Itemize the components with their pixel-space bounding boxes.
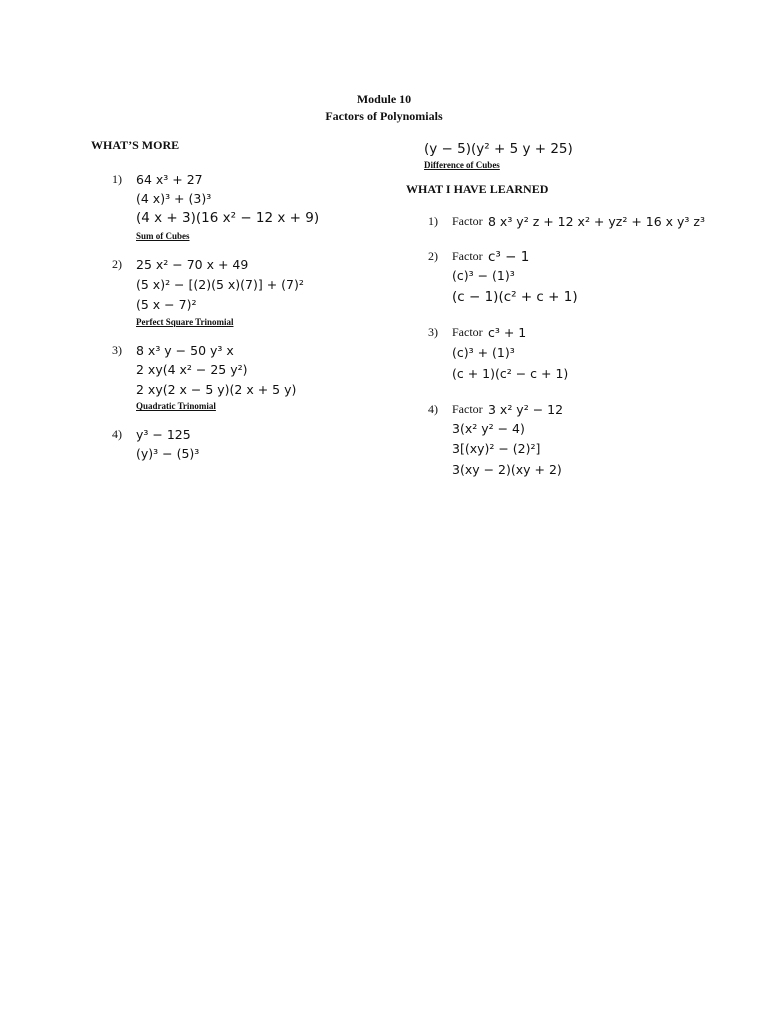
math-line: 3 x² y² − 12 <box>488 402 564 417</box>
item-number: 3) <box>428 325 438 339</box>
math-line: (y − 5)(y² + 5 y + 25) <box>424 141 573 157</box>
math-line: (c)³ + (1)³ <box>452 345 515 360</box>
math-line: c³ + 1 <box>488 325 527 340</box>
item-number: 1) <box>112 172 122 186</box>
item-number: 2) <box>428 249 438 263</box>
item-number: 4) <box>112 427 122 441</box>
factor-word: Factor <box>452 402 483 416</box>
math-line: (c − 1)(c² + c + 1) <box>452 289 578 305</box>
math-line: (5 x − 7)² <box>136 297 197 312</box>
learned-heading: WHAT I HAVE LEARNED <box>406 182 549 196</box>
factor-word: Factor <box>452 325 483 339</box>
method-label: Perfect Square Trinomial <box>136 317 234 327</box>
math-line: (c)³ − (1)³ <box>452 268 515 283</box>
item-number: 2) <box>112 257 122 271</box>
math-line: (y)³ − (5)³ <box>136 446 200 461</box>
math-line: 2 xy(4 x² − 25 y²) <box>136 362 248 377</box>
factor-word: Factor <box>452 214 483 228</box>
math-line: y³ − 125 <box>136 427 191 442</box>
item-number: 1) <box>428 214 438 228</box>
method-label: Difference of Cubes <box>424 160 500 170</box>
math-line: 3[(xy)² − (2)²] <box>452 441 541 456</box>
method-label: Quadratic Trinomial <box>136 401 216 411</box>
whats-more-heading: WHAT’S MORE <box>91 138 180 152</box>
math-line: 3(x² y² − 4) <box>452 421 525 436</box>
math-line: (4 x + 3)(16 x² − 12 x + 9) <box>136 210 320 226</box>
math-line: 25 x² − 70 x + 49 <box>136 257 249 272</box>
module-subtitle: Factors of Polynomials <box>325 109 443 123</box>
math-line: (5 x)² − [(2)(5 x)(7)] + (7)² <box>136 277 304 292</box>
item-number: 4) <box>428 402 438 416</box>
math-line: 3(xy − 2)(xy + 2) <box>452 462 562 477</box>
math-line: 2 xy(2 x − 5 y)(2 x + 5 y) <box>136 382 297 397</box>
math-line: 64 x³ + 27 <box>136 172 203 187</box>
math-line: 8 x³ y² z + 12 x² + yz² + 16 x y³ z³ <box>488 214 705 229</box>
item-number: 3) <box>112 343 122 357</box>
math-line: (4 x)³ + (3)³ <box>136 191 212 206</box>
method-label: Sum of Cubes <box>136 231 190 241</box>
math-line: c³ − 1 <box>488 249 530 265</box>
module-title: Module 10 <box>356 92 412 106</box>
math-line: 8 x³ y − 50 y³ x <box>136 343 234 358</box>
math-line: (c + 1)(c² − c + 1) <box>452 366 569 381</box>
factor-word: Factor <box>452 249 483 263</box>
